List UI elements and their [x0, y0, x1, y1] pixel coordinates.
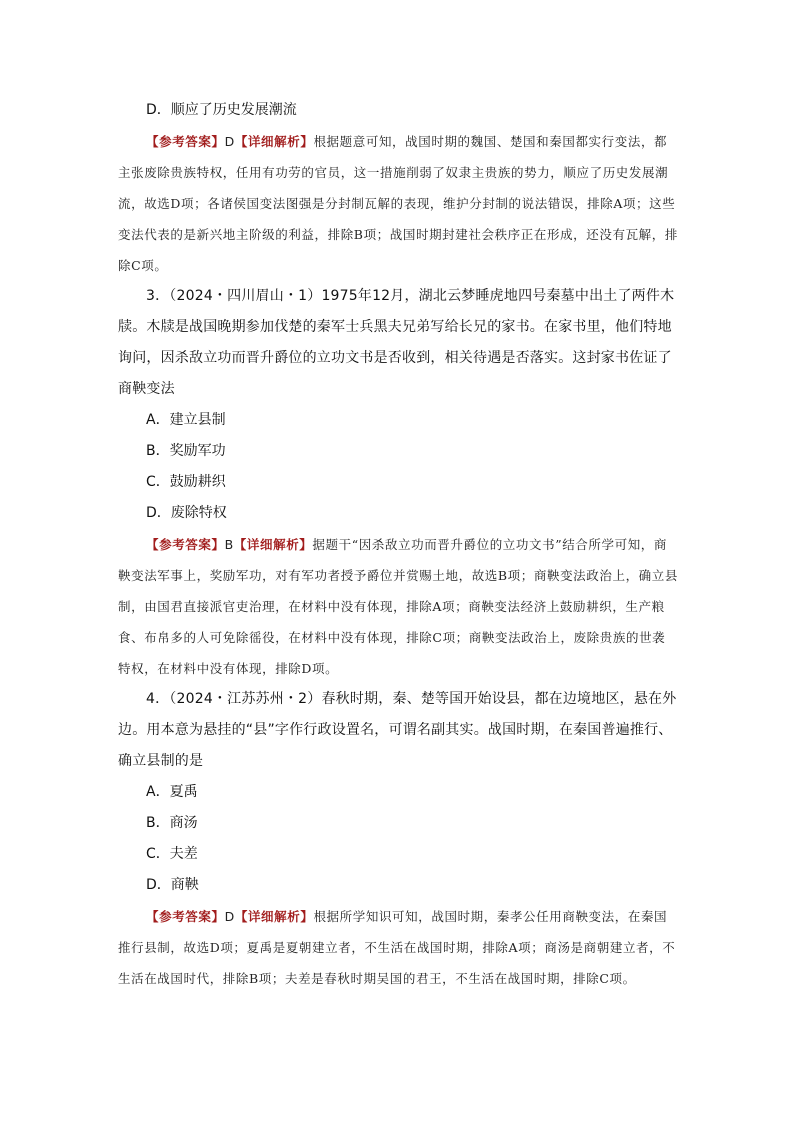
question-3-option-a: A．建立县制: [146, 412, 226, 428]
prev-option-d: D．顺应了历史发展潮流: [146, 102, 297, 118]
analysis-text: 据题干“因杀敌立功而晋升爵位的立功文书”结合所学可知，商鞅变法军事上，奖励军功，对有军功者授予爵位并赏赐土地，故选B项；商鞅变法政治上，确立县制，由国君直接派官吏治理，在材料中没有体现，排除A项；商鞅变法经济上鼓励耕织，生产粮食、布帛多的人可免除徭役，在材料中没有体现，排除C项；商鞅变法政治上，废除贵族的世袭特权，在材料中没有体现，排除D项。: [118, 537, 678, 676]
answer-tag: 【参考答案】: [146, 134, 225, 149]
analysis-tag: 【详细解析】: [234, 909, 314, 924]
analysis-text: 根据题意可知，战国时期的魏国、楚国和秦国都实行变法，都主张废除贵族特权，任用有功劳的官员，这一措施削弱了奴隶主贵族的势力，顺应了历史发展潮流，故选D项；各诸侯国变法图强是分封制瓦解的表现，维护分封制的说法错误，排除A项；这些变法代表的是新兴地主阶级的利益，排除B项；战国时期封建社会秩序正在形成，还没有瓦解，排除C项。: [118, 134, 678, 273]
question-4-option-a: A．夏禹: [146, 784, 198, 800]
question-4-option-b: B．商汤: [146, 815, 198, 831]
question-3-option-b: B．奖励军功: [146, 443, 226, 459]
answer-letter: B: [224, 537, 234, 552]
prev-answer-block: [118, 126, 678, 281]
question-4-option-d: D．商鞅: [146, 877, 199, 893]
question-3-answer-block: [118, 529, 678, 684]
analysis-text: 根据所学知识可知，战国时期，秦孝公任用商鞅变法，在秦国推行县制，故选D项；夏禹是夏朝建立者，不生活在战国时期，排除A项；商汤是商朝建立者，不生活在战国时代，排除B项；夫差是春秋时期吴国的君王，不生活在战国时期，排除C项。: [118, 909, 676, 986]
answer-letter: D: [224, 909, 235, 924]
page-content: [118, 95, 678, 994]
question-4-option-c: C．夫差: [146, 846, 198, 862]
question-4-answer-block: [118, 901, 678, 994]
analysis-tag: 【详细解析】: [233, 537, 313, 552]
analysis-tag: 【详细解析】: [234, 134, 314, 149]
answer-letter: D: [224, 134, 235, 149]
answer-tag: 【参考答案】: [146, 909, 225, 924]
question-3-stem: 3．（2024・四川眉山・1）1975年12月，湖北云梦睡虎地四号秦墓中出土了两件木牍。木牍是战国晚期参加伐楚的秦军士兵黑夫兄弟写给长兄的家书。在家书里，他们特地询问，因杀敌立功而晋升爵位的立功文书是否收到，相关待遇是否落实。这封家书佐证了商鞅变法: [118, 288, 675, 397]
question-3-option-d: D．废除特权: [146, 505, 227, 521]
question-4-stem: 4．（2024・江苏苏州・2）春秋时期，秦、楚等国开始设县，都在边境地区，悬在外边。用本意为悬挂的“县”字作行政设置名，可谓名副其实。战国时期，在秦国普遍推行、确立县制的是: [118, 691, 677, 769]
question-3-option-c: C．鼓励耕织: [146, 474, 226, 490]
answer-tag: 【参考答案】: [146, 537, 225, 552]
